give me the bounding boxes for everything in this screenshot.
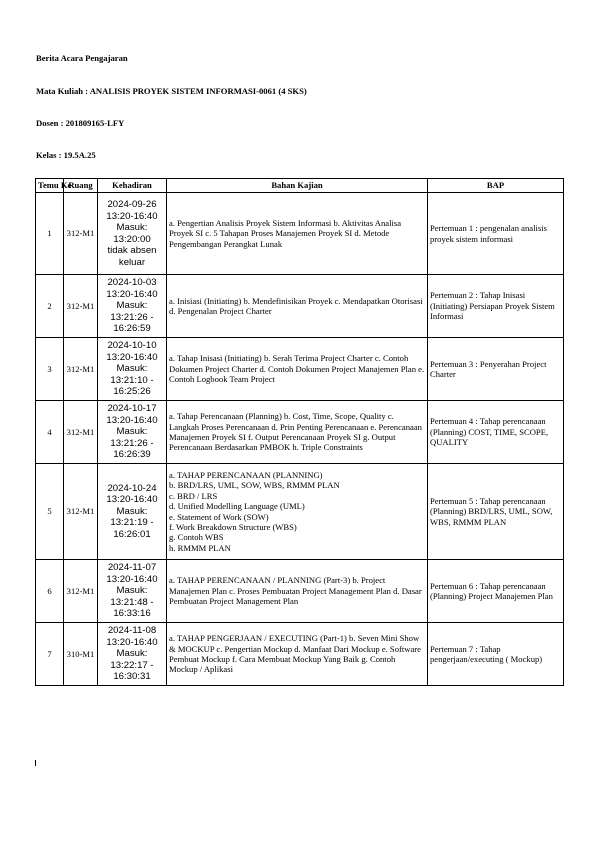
table-header-row <box>36 179 564 193</box>
topic-line: f. Work Breakdown Structure (WBS) <box>169 521 297 532</box>
meeting-number: 5 <box>36 464 64 560</box>
attendance-line: 2024-09-26 <box>107 199 157 210</box>
class-info: Kelas : 19.5A.25 <box>36 150 96 160</box>
attendance-line: 13:21:19 - <box>110 517 154 529</box>
attendance-line: Masuk: <box>116 300 148 312</box>
topic-line: g. Contoh WBS <box>169 532 224 543</box>
table-row <box>36 560 564 623</box>
attendance-line: 2024-10-24 <box>107 482 157 494</box>
attendance-cell <box>98 338 167 401</box>
bap-cell: Pertemuan 6 : Tahap perencanaan (Planning) Project Manajemen Plan <box>428 560 564 623</box>
meeting-number: 7 <box>36 623 64 686</box>
room-code: 312-M1 <box>64 338 98 401</box>
document-title: Berita Acara Pengajaran <box>36 53 128 63</box>
attendance-cell <box>98 623 167 686</box>
meeting-number: 1 <box>36 193 64 275</box>
lecturer-info: Dosen : 201809165-LFY <box>36 118 125 128</box>
course-info: Mata Kuliah : ANALISIS PROYEK SISTEM INFORMASI-0061 (4 SKS) <box>36 86 307 96</box>
topic-cell <box>167 623 428 686</box>
attendance-line: 13:20:00 <box>113 233 151 245</box>
attendance-line: Masuk: <box>116 505 148 517</box>
header-room: Ruang <box>64 179 98 193</box>
attendance-line: 2024-11-07 <box>107 562 157 574</box>
attendance-line: 16:26:01 <box>113 528 151 540</box>
attendance-line: 13:20-16:40 <box>106 573 158 585</box>
header-attendance: Kehadiran <box>98 179 167 193</box>
attendance-cell <box>98 275 167 338</box>
table-row <box>36 193 564 275</box>
room-code: 312-M1 <box>64 560 98 623</box>
topic-line: c. BRD / LRS <box>169 490 218 501</box>
meeting-number: 6 <box>36 560 64 623</box>
attendance-line: Masuk: <box>116 648 148 660</box>
table-row <box>36 275 564 338</box>
attendance-line: keluar <box>118 256 146 268</box>
attendance-line: 13:22:17 - <box>110 659 154 671</box>
table-row <box>36 464 564 560</box>
topic-line: b. BRD/LRS, UML, SOW, WBS, RMMM PLAN <box>169 480 340 491</box>
room-code: 312-M1 <box>64 193 98 275</box>
attendance-line: 16:25:26 <box>113 386 151 398</box>
meeting-number: 3 <box>36 338 64 401</box>
attendance-line: 13:20-16:40 <box>106 288 158 300</box>
attendance-line: 16:26:39 <box>113 449 151 461</box>
attendance-line: Masuk: <box>116 585 148 597</box>
topic-line: a. Tahap Perencanaan (Planning) b. Cost, Time, Scope, Quality c. Langkah Proses Perencanaan d. Prin Penting Perencanaan e. Perencanaan Manajemen Proyek SI f. Output Perencanaan Proyek SI g. Output Perencanaan Berdasarkan PMBOK h. Triple Constraints <box>169 411 422 453</box>
bap-cell: Pertemuan 7 : Tahap pengerjaan/executing ( Mockup) <box>428 623 564 686</box>
meeting-number: 4 <box>36 401 64 464</box>
topic-line: a. Pengertian Analisis Proyek Sistem Informasi b. Aktivitas Analisa Proyek SI c. 5 Tahapan Proses Manajemen Proyek SI d. Metode Pengembangan Perangkat Lunak <box>169 217 402 249</box>
attendance-line: Masuk: <box>116 363 148 375</box>
room-code: 312-M1 <box>64 464 98 560</box>
topic-cell <box>167 193 428 275</box>
attendance-line: 13:20-16:40 <box>106 210 158 222</box>
table-body <box>36 193 564 686</box>
bap-cell: Pertemuan 1 : pengenalan analisis proyek sistem informasi <box>428 193 564 275</box>
attendance-line: 13:20-16:40 <box>106 494 158 506</box>
table-row <box>36 338 564 401</box>
attendance-line: 2024-10-03 <box>107 277 157 289</box>
bap-cell: Pertemuan 3 : Penyerahan Project Charter <box>428 338 564 401</box>
bap-cell: Pertemuan 2 : Tahap Inisasi (Initiating) Persiapan Proyek Sistem Informasi <box>428 275 564 338</box>
topic-line: d. Unified Modelling Language (UML) <box>169 501 305 512</box>
header-meeting: Temu Ke <box>36 179 64 193</box>
attendance-line: 2024-11-08 <box>107 625 157 637</box>
topic-cell <box>167 275 428 338</box>
room-code: 312-M1 <box>64 275 98 338</box>
topic-cell <box>167 338 428 401</box>
attendance-line: 13:20-16:40 <box>106 414 158 426</box>
attendance-cell <box>98 401 167 464</box>
bap-cell: Pertemuan 4 : Tahap perencanaan (Planning) COST, TIME, SCOPE, QUALITY <box>428 401 564 464</box>
attendance-cell <box>98 464 167 560</box>
attendance-line: 13:21:26 - <box>110 311 154 323</box>
topic-line: a. TAHAP PERENCANAAN / PLANNING (Part-3) b. Project Manajemen Plan c. Proses Pembuatan Project Management Plan d. Dasar Pembuatan Project Management Plan <box>169 575 422 607</box>
attendance-line: 2024-10-10 <box>107 340 157 352</box>
topic-line: a. Inisiasi (Initiating) b. Mendefinisikan Proyek c. Mendapatkan Otorisasi d. Pengenalan Project Charter <box>169 295 423 316</box>
table-row <box>36 623 564 686</box>
attendance-line: 16:30:31 <box>113 671 151 683</box>
attendance-line: 13:20-16:40 <box>106 351 158 363</box>
attendance-cell <box>98 560 167 623</box>
attendance-line: 13:21:48 - <box>110 596 154 608</box>
topic-cell <box>167 560 428 623</box>
attendance-line: tidak absen <box>107 245 157 256</box>
attendance-line: 16:33:16 <box>113 608 151 620</box>
bap-cell: Pertemuan 5 : Tahap perencanaan (Planning) BRD/LRS, UML, SOW, WBS, RMMM PLAN <box>428 464 564 560</box>
topic-line: a. TAHAP PERENCANAAN (PLANNING) <box>169 469 323 480</box>
attendance-line: 13:21:10 - <box>110 374 154 386</box>
attendance-line: Masuk: <box>116 426 148 438</box>
attendance-cell <box>98 193 167 275</box>
room-code: 310-M1 <box>64 623 98 686</box>
attendance-line: 16:26:59 <box>113 323 151 335</box>
topic-line: h. RMMM PLAN <box>169 542 231 553</box>
topic-cell <box>167 464 428 560</box>
meeting-number: 2 <box>36 275 64 338</box>
room-code: 312-M1 <box>64 401 98 464</box>
header-bap: BAP <box>428 179 564 193</box>
attendance-line: 13:21:26 - <box>110 437 154 449</box>
topic-line: a. Tahap Inisasi (Initiating) b. Serah Terima Project Charter c. Contoh Dokumen Project Charter d. Contoh Dokumen Project Manajemen Plan e. Contoh Logbook Team Project <box>169 353 425 385</box>
topic-line: a. TAHAP PENGERJAAN / EXECUTING (Part-1) b. Seven Mini Show & MOCKUP c. Pengertian Mockup d. Manfaat Dari Mockup e. Software Pembuat Mockup f. Cara Membuat Mockup Yang Baik g. Contoh Mockup / Aplikasi <box>169 633 421 675</box>
attendance-line: 13:20-16:40 <box>106 636 158 648</box>
topic-line: e. Statement of Work (SOW) <box>169 511 269 522</box>
topic-cell <box>167 401 428 464</box>
attendance-table <box>35 178 564 686</box>
table-continuation-edge <box>35 760 564 766</box>
attendance-line: 2024-10-17 <box>107 403 157 415</box>
table-row <box>36 401 564 464</box>
header-topic: Bahan Kajian <box>167 179 428 193</box>
attendance-line: Masuk: <box>116 222 148 233</box>
